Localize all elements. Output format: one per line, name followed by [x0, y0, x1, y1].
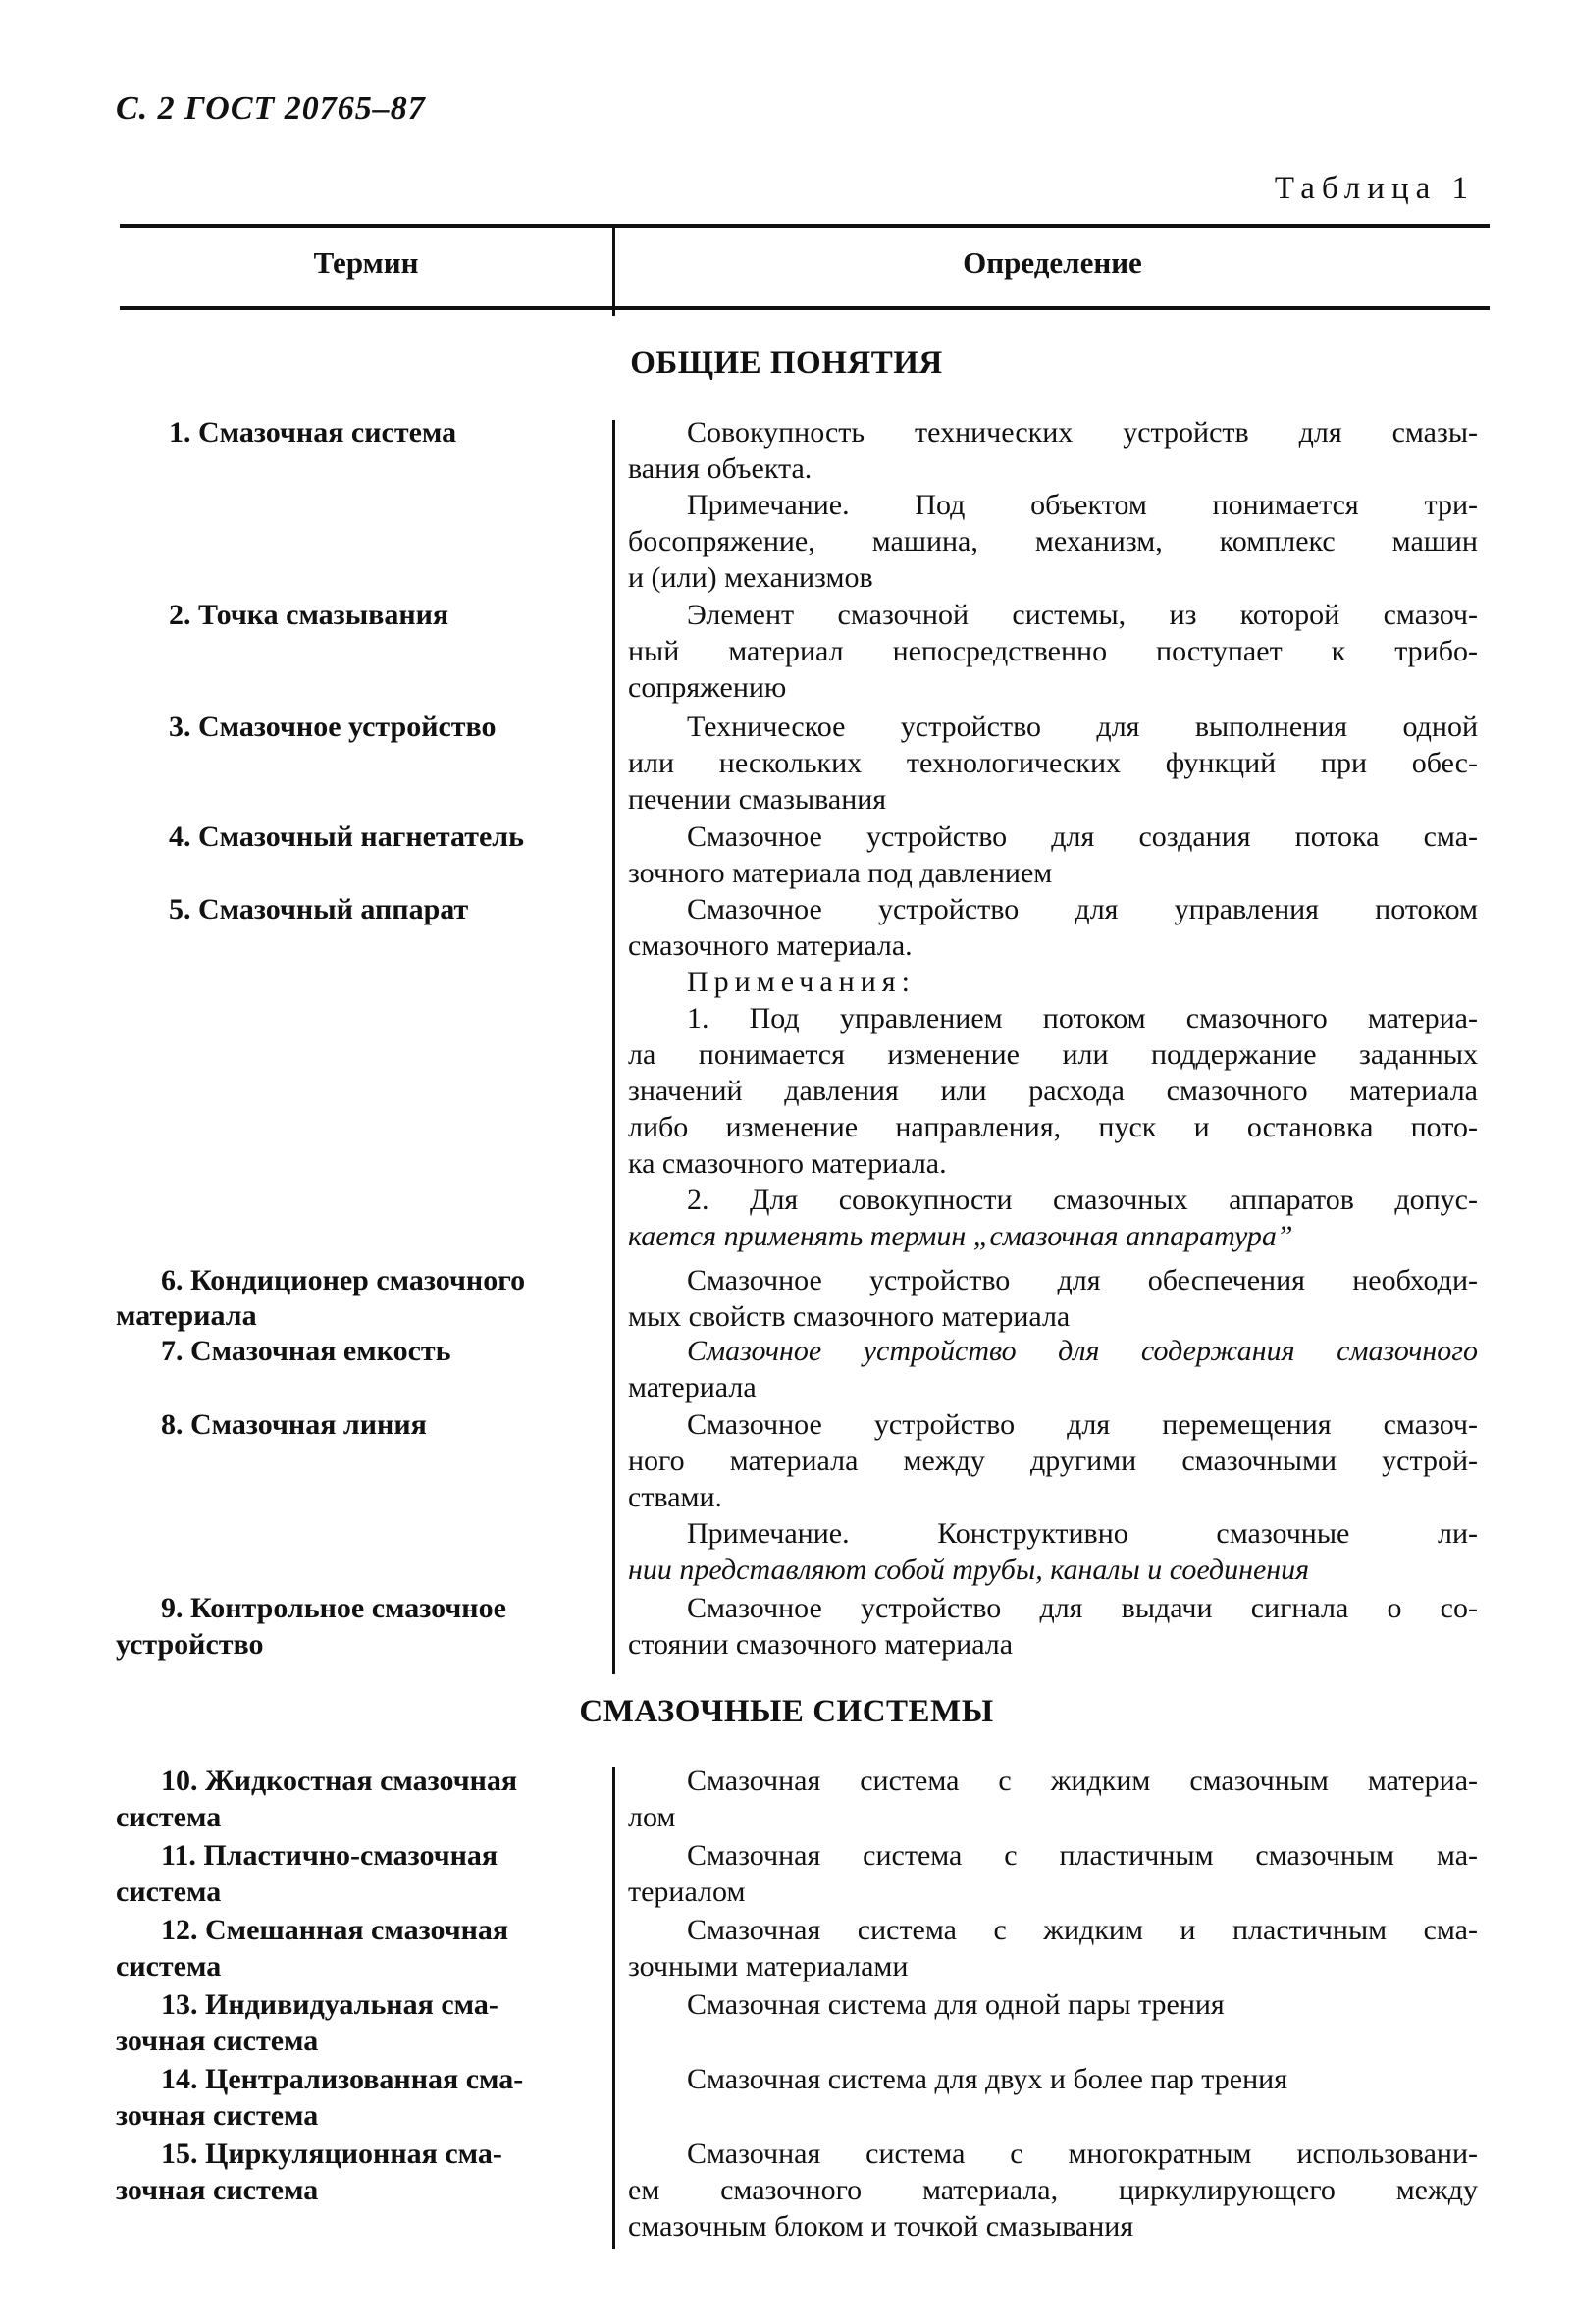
column-divider-header — [612, 226, 615, 316]
def-line: сопряжению — [628, 671, 787, 704]
term-8: 8. Смазочная линия — [161, 1408, 427, 1441]
term-15-cont: зочная система — [116, 2174, 319, 2206]
def-line: Смазочное устройство для перемещения смазоч- — [687, 1408, 1478, 1441]
term-3: 3. Смазочное устройство — [169, 711, 497, 743]
column-header-definition: Определение — [963, 245, 1142, 280]
column-divider-section-2 — [612, 1767, 615, 2249]
def-note: Примечание. Под объектом понимается три- — [687, 489, 1478, 521]
term-11: 11. Пластично-смазочная — [161, 1839, 498, 1872]
def-line: ного материала между другими смазочными устрой- — [628, 1445, 1478, 1477]
term-5: 5. Смазочный аппарат — [169, 893, 469, 925]
column-header-term: Термин — [313, 245, 419, 280]
def-line: Смазочная система с пластичным смазочным ма- — [687, 1839, 1478, 1872]
column-divider-section-1 — [612, 420, 615, 1674]
term-6-cont: материала — [116, 1299, 257, 1332]
def-line: босопряжение, машина, механизм, комплекс машин — [628, 525, 1478, 557]
page-header: С. 2 ГОСТ 20765–87 — [116, 90, 426, 127]
def-line: нии представляют собой трубы, каналы и соединения — [628, 1554, 1310, 1586]
def-line: значений давления или расхода смазочного материала — [628, 1075, 1478, 1107]
table-header-rule — [120, 306, 1490, 310]
definition-13 — [628, 1986, 1478, 2023]
term-11-cont: система — [116, 1875, 222, 1908]
def-line: Смазочная система для двух и более пар трения — [687, 2063, 1287, 2095]
term-15: 15. Циркуляционная сма- — [161, 2138, 502, 2170]
definition-7 — [628, 1333, 1478, 1405]
definition-2 — [628, 597, 1478, 706]
definition-3 — [628, 709, 1478, 818]
def-line: Смазочная система для одной пары трения — [687, 1988, 1225, 2021]
definition-10 — [628, 1763, 1478, 1835]
term-7: 7. Смазочная емкость — [161, 1335, 451, 1367]
def-line: кается применять термин „смазочная аппаратура” — [628, 1220, 1293, 1252]
definition-1 — [628, 414, 1478, 596]
term-10-cont: система — [116, 1801, 222, 1833]
def-line: ла понимается изменение или поддержание заданных — [628, 1038, 1478, 1071]
def-line: Смазочная система с жидким и пластичным сма- — [687, 1914, 1478, 1946]
def-line: 2. Для совокупности смазочных аппаратов допус- — [687, 1184, 1478, 1216]
def-line: или нескольких технологических функций при обес- — [628, 747, 1478, 779]
term-4: 4. Смазочный нагнетатель — [169, 820, 524, 853]
section-title-systems: СМАЗОЧНЫЕ СИСТЕМЫ — [579, 1694, 994, 1729]
def-line: ка смазочного материала. — [628, 1147, 947, 1180]
def-line: Смазочное устройство для создания потока сма- — [687, 820, 1478, 853]
def-line: Смазочное устройство для обеспечения необходи- — [687, 1264, 1478, 1296]
def-line: материала — [628, 1371, 757, 1403]
term-13-cont: зочная система — [116, 2025, 319, 2057]
def-line: смазочного материала. — [628, 929, 913, 962]
table-label: Таблица 1 — [1274, 171, 1475, 206]
term-2: 2. Точка смазывания — [169, 599, 449, 631]
def-line: 1. Под управлением потоком смазочного материа- — [687, 1002, 1478, 1034]
def-line: Смазочное устройство для содержания смазочного — [687, 1335, 1478, 1367]
def-line: Элемент смазочной системы, из которой смазоч- — [687, 599, 1478, 631]
term-12-cont: система — [116, 1950, 222, 1982]
def-line: Техническое устройство для выполнения одной — [687, 711, 1478, 743]
def-line: смазочным блоком и точкой смазывания — [628, 2210, 1134, 2243]
term-12: 12. Смешанная смазочная — [161, 1914, 509, 1946]
term-14: 14. Централизованная сма- — [161, 2063, 524, 2095]
definition-8 — [628, 1406, 1478, 1588]
def-line: стоянии смазочного материала — [628, 1628, 1014, 1661]
def-line: ный материал непосредственно поступает к трибо- — [628, 635, 1478, 667]
def-line: зочными материалами — [628, 1950, 909, 1982]
definition-15 — [628, 2136, 1478, 2245]
def-line: ствами. — [628, 1481, 723, 1513]
definition-12 — [628, 1912, 1478, 1984]
def-line: печении смазывания — [628, 783, 887, 816]
def-line: Смазочная система с многократным использовани- — [687, 2138, 1478, 2170]
term-13: 13. Индивидуальная сма- — [161, 1988, 498, 2021]
def-line: Смазочное устройство для выдачи сигнала о со- — [687, 1592, 1478, 1624]
def-line: вания объекта. — [628, 452, 813, 485]
def-line: и (или) механизмов — [628, 561, 873, 594]
term-9: 9. Контрольное смазочное — [161, 1592, 506, 1624]
def-line: териалом — [628, 1875, 746, 1908]
def-line: либо изменение направления, пуск и остановка пото- — [628, 1111, 1478, 1143]
def-line: мых свойств смазочного материала — [628, 1300, 1071, 1333]
definition-14 — [628, 2061, 1478, 2097]
def-note: Примечание. Конструктивно смазочные ли- — [687, 1517, 1478, 1550]
definition-5 — [628, 891, 1478, 1254]
definition-4 — [628, 819, 1478, 891]
definition-6 — [628, 1262, 1478, 1335]
def-line: Смазочная система с жидким смазочным материа- — [687, 1765, 1478, 1797]
def-notes-heading: Примечания: — [687, 966, 916, 998]
term-14-cont: зочная система — [116, 2099, 319, 2132]
table-top-rule — [120, 224, 1490, 228]
term-10: 10. Жидкостная смазочная — [161, 1765, 518, 1797]
def-line: Совокупность технических устройств для смазы- — [687, 416, 1478, 449]
section-title-general: ОБЩИЕ ПОНЯТИЯ — [630, 345, 943, 381]
term-9-cont: устройство — [116, 1628, 264, 1661]
def-line: ем смазочного материала, циркулирующего между — [628, 2174, 1478, 2206]
term-1: 1. Смазочная система — [169, 416, 457, 449]
def-line: зочного материала под давлением — [628, 857, 1053, 889]
def-line: лом — [628, 1801, 676, 1833]
definition-11 — [628, 1837, 1478, 1910]
term-6: 6. Кондиционер смазочного — [161, 1264, 526, 1296]
definition-9 — [628, 1590, 1478, 1663]
def-line: Смазочное устройство для управления потоком — [687, 893, 1478, 925]
